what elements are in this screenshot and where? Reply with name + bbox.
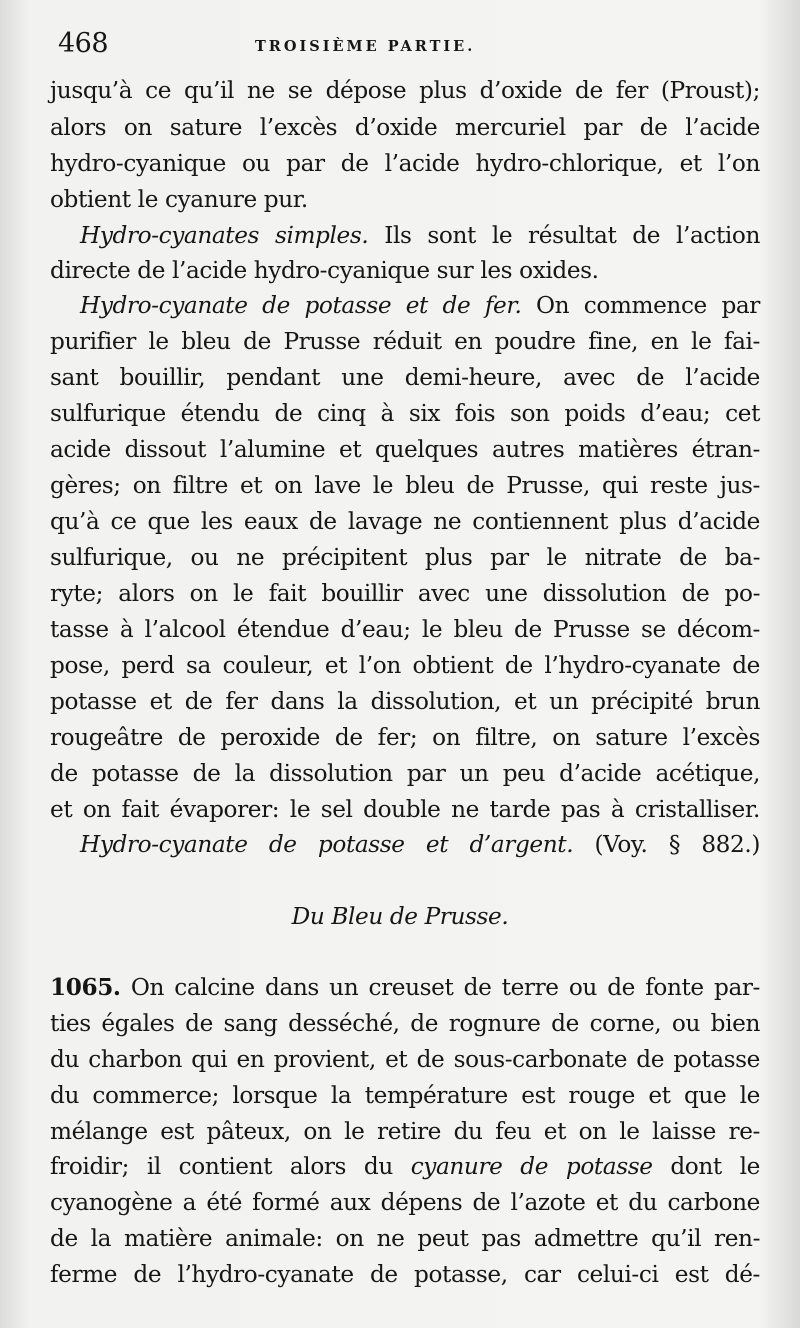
page-number: 468	[58, 28, 109, 59]
text-line: ryte; alors on le fait bouillir avec une dissolution de po-	[50, 580, 760, 607]
text-line	[80, 291, 760, 321]
inline-text: dont le	[652, 1153, 760, 1180]
italic-heading: Hydro-cyanates simples.	[80, 222, 369, 249]
text-line: ferme de l’hydro-cyanate de potasse, car celui-ci est dé-	[50, 1261, 760, 1288]
text-line: pose, perd sa couleur, et l’on obtient de l’hydro-cyanate de	[50, 652, 760, 679]
inline-text: froidir; il contient alors du	[50, 1153, 411, 1180]
text-line: sant bouillir, pendant une demi-heure, avec de l’acide	[50, 364, 760, 391]
inline-text: (Voy. § 882.)	[573, 831, 760, 858]
text-line: gères; on filtre et on lave le bleu de Prusse, qui reste jus-	[50, 472, 760, 499]
text-line: directe de l’acide hydro-cyanique sur les oxides.	[50, 257, 599, 284]
text-line: alors on sature l’excès d’oxide mercuriel par de l’acide	[50, 114, 760, 141]
text-line: sulfurique, ou ne précipitent plus par le nitrate de ba-	[50, 544, 760, 571]
text-line: acide dissout l’alumine et quelques autres matières étran-	[50, 436, 760, 463]
text-line	[50, 973, 760, 1003]
text-line: de potasse de la dissolution par un peu d’acide acétique,	[50, 760, 760, 787]
text-line: obtient le cyanure pur.	[50, 186, 308, 213]
section-title: Du Bleu de Prusse.	[291, 903, 509, 930]
text-line: mélange est pâteux, on le retire du feu et on le laisse re-	[50, 1118, 760, 1145]
page-header	[50, 22, 750, 66]
text-line: sulfurique étendu de cinq à six fois son poids d’eau; cet	[50, 400, 760, 427]
text-line: potasse et de fer dans la dissolution, et un précipité brun	[50, 688, 760, 715]
running-head: TROISIÈME PARTIE.	[255, 38, 476, 55]
text-line: du charbon qui en provient, et de sous-carbonate de potasse	[50, 1046, 760, 1073]
italic-term: cyanure de potasse	[410, 1153, 653, 1180]
text-line: et on fait évaporer: le sel double ne tarde pas à cristalliser.	[50, 796, 760, 823]
text-line	[80, 221, 760, 251]
paragraph-number: 1065.	[50, 974, 121, 1001]
text-line: cyanogène a été formé aux dépens de l’azote et du carbone	[50, 1189, 760, 1216]
text-line: hydro-cyanique ou par de l’acide hydro-chlorique, et l’on	[50, 150, 760, 177]
text-line: ties égales de sang desséché, de rognure de corne, ou bien	[50, 1010, 760, 1037]
text-line: de la matière animale: on ne peut pas admettre qu’il ren-	[50, 1225, 760, 1252]
inline-text: On commence par	[521, 292, 760, 319]
text-line: du commerce; lorsque la température est rouge et que le	[50, 1082, 760, 1109]
inline-text: Ils sont le résultat de l’action	[368, 222, 760, 249]
text-line: purifier le bleu de Prusse réduit en poudre fine, en le fai-	[50, 328, 760, 355]
inline-text: On calcine dans un creuset de terre ou de fonte par-	[120, 974, 760, 1001]
text-line: jusqu’à ce qu’il ne se dépose plus d’oxide de fer (Proust);	[50, 77, 760, 104]
text-line	[50, 1152, 760, 1182]
text-line: qu’à ce que les eaux de lavage ne contiennent plus d’acide	[50, 508, 760, 535]
italic-heading: Hydro-cyanate de potasse et de fer.	[80, 292, 522, 319]
text-line: rougeâtre de peroxide de fer; on filtre, on sature l’excès	[50, 724, 760, 751]
text-line: tasse à l’alcool étendue d’eau; le bleu de Prusse se décom-	[50, 616, 760, 643]
text-line	[80, 830, 760, 860]
italic-heading: Hydro-cyanate de potasse et d’argent.	[80, 831, 574, 858]
